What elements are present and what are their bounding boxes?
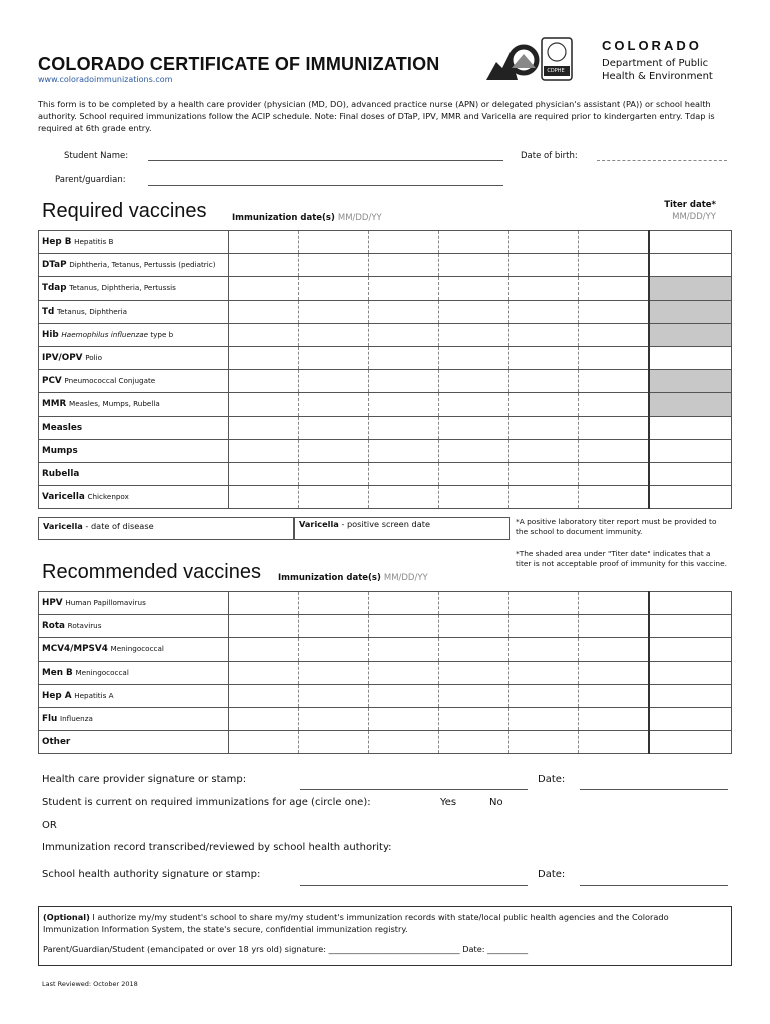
page-title: COLORADO CERTIFICATE OF IMMUNIZATION bbox=[38, 54, 440, 74]
provider-signature-field[interactable] bbox=[300, 789, 528, 790]
vaccine-row bbox=[39, 731, 732, 754]
vaccine-name: Hep A Hepatitis A bbox=[39, 684, 229, 707]
or-text: OR bbox=[42, 820, 57, 831]
vaccine-name: Other bbox=[39, 731, 229, 754]
dose-date-cell[interactable] bbox=[579, 462, 649, 485]
student-name-label: Student Name: bbox=[64, 151, 129, 161]
school-date-field[interactable] bbox=[580, 885, 728, 886]
vaccine-row bbox=[39, 592, 732, 615]
dose-date-cell[interactable] bbox=[579, 323, 649, 346]
dose-date-cell[interactable] bbox=[579, 277, 649, 300]
vaccine-name: HPV Human Papillomavirus bbox=[39, 592, 229, 615]
dose-date-cell[interactable] bbox=[439, 615, 509, 638]
recommended-vaccines-table bbox=[38, 591, 732, 754]
dose-date-cell[interactable] bbox=[368, 300, 438, 323]
dose-date-cell[interactable] bbox=[228, 439, 298, 462]
provider-date-field[interactable] bbox=[580, 789, 728, 790]
dose-date-cell[interactable] bbox=[439, 300, 509, 323]
vaccine-name: Measles bbox=[39, 416, 229, 439]
dose-date-cell[interactable] bbox=[298, 661, 368, 684]
yes-option[interactable]: Yes bbox=[440, 797, 457, 808]
dose-date-cell[interactable] bbox=[298, 731, 368, 754]
dose-date-cell[interactable] bbox=[228, 231, 298, 254]
dose-date-cell[interactable] bbox=[509, 462, 579, 485]
titer-note-2: *The shaded area under "Titer date" indicates that a titer is not acceptable proof of immunity for this vaccine. bbox=[516, 549, 727, 568]
dose-date-cell[interactable] bbox=[579, 731, 649, 754]
dose-date-cell[interactable] bbox=[509, 684, 579, 707]
dose-date-cell[interactable] bbox=[509, 486, 579, 509]
required-vaccines-title: Required vaccines bbox=[42, 200, 207, 222]
dose-date-cell[interactable] bbox=[228, 615, 298, 638]
vaccine-row bbox=[39, 439, 732, 462]
dose-date-cell[interactable] bbox=[298, 462, 368, 485]
recommended-dates-header: Immunization date(s) MM/DD/YY bbox=[278, 573, 428, 583]
dose-date-cell[interactable] bbox=[579, 707, 649, 730]
dose-date-cell[interactable] bbox=[509, 231, 579, 254]
vaccine-row bbox=[39, 615, 732, 638]
student-name-field[interactable] bbox=[148, 160, 503, 161]
vaccine-name: Mumps bbox=[39, 439, 229, 462]
dose-date-cell[interactable] bbox=[439, 486, 509, 509]
vaccine-row bbox=[39, 300, 732, 323]
dose-date-cell[interactable] bbox=[298, 346, 368, 369]
dose-date-cell[interactable] bbox=[509, 254, 579, 277]
vaccine-row bbox=[39, 346, 732, 369]
dose-date-cell[interactable] bbox=[439, 323, 509, 346]
dose-date-cell[interactable] bbox=[298, 684, 368, 707]
dose-date-cell[interactable] bbox=[509, 300, 579, 323]
logo-department-text: Department of Public Health & Environment bbox=[602, 58, 713, 82]
dose-date-cell[interactable] bbox=[509, 370, 579, 393]
parent-label: Parent/guardian: bbox=[55, 175, 126, 185]
dose-date-cell[interactable] bbox=[509, 323, 579, 346]
dose-date-cell[interactable] bbox=[298, 323, 368, 346]
dose-date-cell[interactable] bbox=[368, 439, 438, 462]
titer-date-cell[interactable] bbox=[649, 592, 731, 615]
dose-date-cell[interactable] bbox=[298, 439, 368, 462]
dose-date-cell[interactable] bbox=[298, 300, 368, 323]
dose-date-cell[interactable] bbox=[509, 731, 579, 754]
dose-date-cell[interactable] bbox=[368, 277, 438, 300]
vaccine-row bbox=[39, 277, 732, 300]
dose-date-cell[interactable] bbox=[368, 254, 438, 277]
vaccine-row bbox=[39, 684, 732, 707]
dose-date-cell[interactable] bbox=[228, 707, 298, 730]
dose-date-cell[interactable] bbox=[368, 707, 438, 730]
dose-date-cell[interactable] bbox=[298, 615, 368, 638]
dose-date-cell[interactable] bbox=[439, 684, 509, 707]
dose-date-cell[interactable] bbox=[298, 370, 368, 393]
titer-header: Titer date* MM/DD/YY bbox=[664, 200, 716, 222]
dose-date-cell[interactable] bbox=[368, 346, 438, 369]
dose-date-cell[interactable] bbox=[368, 731, 438, 754]
dose-date-cell[interactable] bbox=[228, 300, 298, 323]
vaccine-row bbox=[39, 416, 732, 439]
dose-date-cell[interactable] bbox=[439, 638, 509, 661]
dose-date-cell[interactable] bbox=[439, 231, 509, 254]
parent-field[interactable] bbox=[148, 185, 503, 186]
dose-date-cell[interactable] bbox=[228, 592, 298, 615]
vaccine-name: DTaP Diphtheria, Tetanus, Pertussis (pediatric) bbox=[39, 254, 229, 277]
parent-signature-line[interactable]: Parent/Guardian/Student (emancipated or over 18 yrs old) signature: ________________________________ Date: __________ bbox=[43, 944, 529, 954]
vaccine-name: Men B Meningococcal bbox=[39, 661, 229, 684]
titer-date-cell[interactable] bbox=[649, 731, 731, 754]
dob-label: Date of birth: bbox=[521, 151, 578, 161]
dose-date-cell[interactable] bbox=[228, 323, 298, 346]
dose-date-cell[interactable] bbox=[368, 416, 438, 439]
varicella-disease-box[interactable]: Varicella - date of disease bbox=[38, 517, 294, 540]
vaccine-name: MMR Measles, Mumps, Rubella bbox=[39, 393, 229, 416]
dose-date-cell[interactable] bbox=[579, 661, 649, 684]
dose-date-cell[interactable] bbox=[439, 346, 509, 369]
dose-date-cell[interactable] bbox=[298, 277, 368, 300]
titer-date-cell[interactable] bbox=[649, 231, 731, 254]
dose-date-cell[interactable] bbox=[579, 439, 649, 462]
required-dates-header: Immunization date(s) MM/DD/YY bbox=[232, 213, 382, 223]
dose-date-cell[interactable] bbox=[579, 592, 649, 615]
dose-date-cell[interactable] bbox=[298, 707, 368, 730]
dose-date-cell[interactable] bbox=[439, 277, 509, 300]
dose-date-cell[interactable] bbox=[509, 346, 579, 369]
vaccine-row bbox=[39, 707, 732, 730]
vaccine-row bbox=[39, 638, 732, 661]
vaccine-row bbox=[39, 661, 732, 684]
dose-date-cell[interactable] bbox=[509, 277, 579, 300]
dose-date-cell[interactable] bbox=[368, 615, 438, 638]
dose-date-cell[interactable] bbox=[228, 731, 298, 754]
dose-date-cell[interactable] bbox=[228, 638, 298, 661]
dose-date-cell[interactable] bbox=[439, 254, 509, 277]
dose-date-cell[interactable] bbox=[579, 393, 649, 416]
vaccine-name: Td Tetanus, Diphtheria bbox=[39, 300, 229, 323]
dose-date-cell[interactable] bbox=[368, 486, 438, 509]
titer-date-cell bbox=[649, 323, 731, 346]
dose-date-cell[interactable] bbox=[439, 707, 509, 730]
dose-date-cell[interactable] bbox=[228, 346, 298, 369]
current-label: Student is current on required immunizations for age (circle one): bbox=[42, 797, 371, 808]
dose-date-cell[interactable] bbox=[298, 486, 368, 509]
titer-date-cell[interactable] bbox=[649, 661, 731, 684]
school-signature-label: School health authority signature or stamp: bbox=[42, 869, 261, 880]
transcribed-label: Immunization record transcribed/reviewed by school health authority: bbox=[42, 842, 392, 853]
last-reviewed: Last Reviewed: October 2018 bbox=[42, 980, 138, 988]
dose-date-cell[interactable] bbox=[228, 661, 298, 684]
dose-date-cell[interactable] bbox=[368, 684, 438, 707]
titer-date-cell[interactable] bbox=[649, 684, 731, 707]
titer-date-cell[interactable] bbox=[649, 439, 731, 462]
dose-date-cell[interactable] bbox=[298, 393, 368, 416]
dose-date-cell[interactable] bbox=[439, 393, 509, 416]
vaccine-row bbox=[39, 231, 732, 254]
dose-date-cell[interactable] bbox=[298, 638, 368, 661]
vaccine-name: Rubella bbox=[39, 462, 229, 485]
vaccine-row bbox=[39, 370, 732, 393]
dose-date-cell[interactable] bbox=[579, 231, 649, 254]
dose-date-cell[interactable] bbox=[509, 439, 579, 462]
recommended-vaccines-title: Recommended vaccines bbox=[42, 561, 261, 583]
dose-date-cell[interactable] bbox=[579, 346, 649, 369]
dose-date-cell[interactable] bbox=[439, 661, 509, 684]
titer-date-cell[interactable] bbox=[649, 638, 731, 661]
vaccine-name: MCV4/MPSV4 Meningococcal bbox=[39, 638, 229, 661]
titer-date-cell bbox=[649, 370, 731, 393]
dose-date-cell[interactable] bbox=[509, 393, 579, 416]
dose-date-cell[interactable] bbox=[509, 661, 579, 684]
dose-date-cell[interactable] bbox=[509, 416, 579, 439]
dose-date-cell[interactable] bbox=[228, 254, 298, 277]
intro-text: This form is to be completed by a health care provider (physician (MD, DO), advanced practice nurse (APN) or delegated physician's assistant (PA)) or school health authority. School required immunizations follow the ACIP schedule. Note: Final doses of DTaP, IPV, MMR and Varicella are required prior to kindergarten entry. Tdap is required at 6th grade entry. bbox=[38, 99, 715, 133]
dose-date-cell[interactable] bbox=[228, 416, 298, 439]
dose-date-cell[interactable] bbox=[579, 416, 649, 439]
dose-date-cell[interactable] bbox=[368, 323, 438, 346]
no-option[interactable]: No bbox=[489, 797, 503, 808]
titer-date-cell bbox=[649, 277, 731, 300]
vaccine-name: Flu Influenza bbox=[39, 707, 229, 730]
dose-date-cell[interactable] bbox=[509, 707, 579, 730]
website-link[interactable]: www.coloradoimmunizations.com bbox=[38, 75, 173, 84]
provider-date-label: Date: bbox=[538, 774, 566, 785]
titer-date-cell[interactable] bbox=[649, 615, 731, 638]
vaccine-name: Varicella Chickenpox bbox=[39, 486, 229, 509]
vaccine-row bbox=[39, 393, 732, 416]
dose-date-cell[interactable] bbox=[228, 393, 298, 416]
optional-consent-box bbox=[38, 906, 732, 966]
dose-date-cell[interactable] bbox=[368, 231, 438, 254]
dose-date-cell[interactable] bbox=[579, 684, 649, 707]
titer-date-cell[interactable] bbox=[649, 486, 731, 509]
provider-signature-label: Health care provider signature or stamp: bbox=[42, 774, 247, 785]
dose-date-cell[interactable] bbox=[298, 231, 368, 254]
cdphe-badge: CDPHE bbox=[547, 68, 565, 74]
dose-date-cell[interactable] bbox=[228, 462, 298, 485]
dose-date-cell[interactable] bbox=[228, 684, 298, 707]
dose-date-cell[interactable] bbox=[509, 592, 579, 615]
dose-date-cell[interactable] bbox=[579, 486, 649, 509]
dose-date-cell[interactable] bbox=[439, 416, 509, 439]
dose-date-cell[interactable] bbox=[298, 254, 368, 277]
titer-date-cell[interactable] bbox=[649, 254, 731, 277]
varicella-screen-box[interactable]: Varicella - positive screen date bbox=[294, 517, 510, 540]
school-date-label: Date: bbox=[538, 869, 566, 880]
dose-date-cell[interactable] bbox=[368, 592, 438, 615]
dose-date-cell[interactable] bbox=[579, 370, 649, 393]
vaccine-name: Tdap Tetanus, Diphtheria, Pertussis bbox=[39, 277, 229, 300]
dose-date-cell[interactable] bbox=[509, 638, 579, 661]
dose-date-cell[interactable] bbox=[368, 462, 438, 485]
dose-date-cell[interactable] bbox=[439, 439, 509, 462]
vaccine-row bbox=[39, 486, 732, 509]
dose-date-cell[interactable] bbox=[368, 370, 438, 393]
titer-date-cell[interactable] bbox=[649, 707, 731, 730]
vaccine-name: Hib Haemophilus influenzae type b bbox=[39, 323, 229, 346]
dose-date-cell[interactable] bbox=[298, 416, 368, 439]
logo-colorado-text: COLORADO bbox=[602, 38, 702, 53]
dose-date-cell[interactable] bbox=[439, 370, 509, 393]
dose-date-cell[interactable] bbox=[228, 486, 298, 509]
dose-date-cell[interactable] bbox=[368, 638, 438, 661]
vaccine-name: Hep B Hepatitis B bbox=[39, 231, 229, 254]
dose-date-cell[interactable] bbox=[439, 731, 509, 754]
titer-note-1: *A positive laboratory titer report must be provided to the school to document immunity. bbox=[516, 517, 717, 536]
dose-date-cell[interactable] bbox=[579, 638, 649, 661]
dose-date-cell[interactable] bbox=[439, 592, 509, 615]
vaccine-name: IPV/OPV Polio bbox=[39, 346, 229, 369]
vaccine-name: PCV Pneumococcal Conjugate bbox=[39, 370, 229, 393]
required-vaccines-table bbox=[38, 230, 732, 509]
dose-date-cell[interactable] bbox=[579, 254, 649, 277]
dose-date-cell[interactable] bbox=[509, 615, 579, 638]
titer-date-cell[interactable] bbox=[649, 462, 731, 485]
titer-date-cell bbox=[649, 300, 731, 323]
dose-date-cell[interactable] bbox=[579, 300, 649, 323]
dose-date-cell[interactable] bbox=[298, 592, 368, 615]
dose-date-cell[interactable] bbox=[579, 615, 649, 638]
titer-date-cell bbox=[649, 393, 731, 416]
vaccine-name: Rota Rotavirus bbox=[39, 615, 229, 638]
optional-consent-text: (Optional) I authorize my/my student's school to share my/my student's immunization records with state/local public health agencies and the Colorado Immunization Information System, the state's secure, confidential immunization registry. bbox=[43, 912, 669, 934]
dob-field[interactable] bbox=[597, 160, 727, 161]
dose-date-cell[interactable] bbox=[368, 393, 438, 416]
vaccine-row bbox=[39, 254, 732, 277]
vaccine-row bbox=[39, 462, 732, 485]
dose-date-cell[interactable] bbox=[228, 277, 298, 300]
school-signature-field[interactable] bbox=[300, 885, 528, 886]
dose-date-cell[interactable] bbox=[439, 462, 509, 485]
vaccine-row bbox=[39, 323, 732, 346]
dose-date-cell[interactable] bbox=[368, 661, 438, 684]
titer-date-cell[interactable] bbox=[649, 416, 731, 439]
titer-date-cell[interactable] bbox=[649, 346, 731, 369]
dose-date-cell[interactable] bbox=[228, 370, 298, 393]
